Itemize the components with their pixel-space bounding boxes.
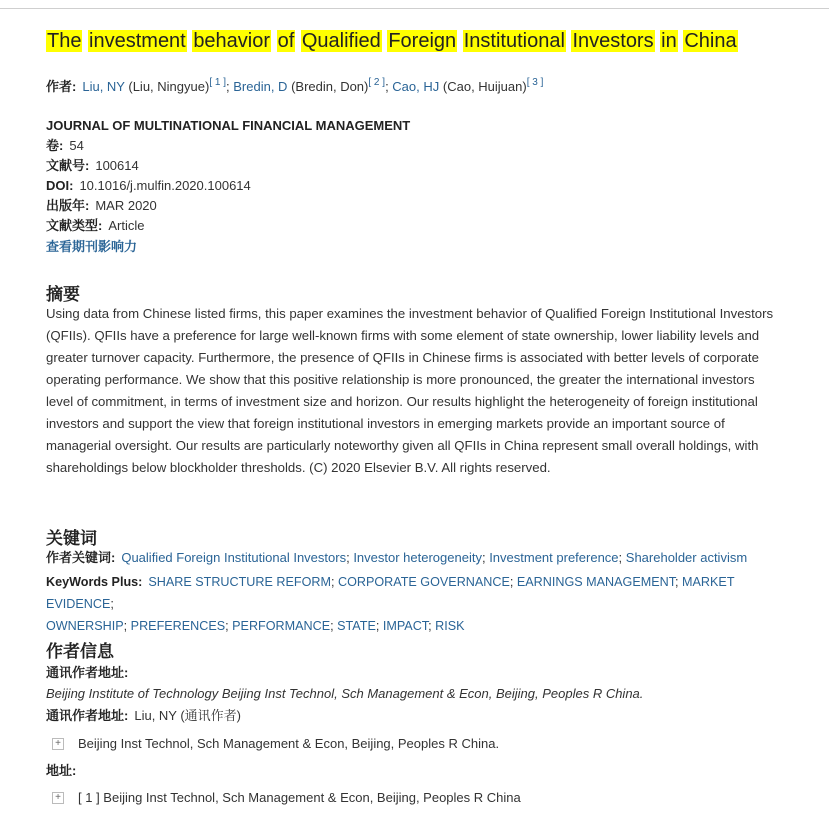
keyword-plus[interactable]: MARKET EVIDENCE — [46, 575, 735, 611]
corr-author-row — [46, 707, 241, 725]
pub-year-label: 出版年: — [46, 198, 90, 213]
author-link[interactable]: Cao, HJ — [392, 79, 440, 94]
corr-address-label: 通讯作者地址: — [46, 665, 129, 680]
expand-plus-icon[interactable]: + — [52, 792, 64, 804]
author-fullname: (Liu, Ningyue) — [128, 79, 210, 94]
doi-label: DOI: — [46, 178, 74, 193]
author-ref[interactable]: [ 2 ] — [368, 77, 386, 88]
author-fullname: (Cao, Huijuan) — [442, 79, 527, 94]
address-1-text: [ 1 ] Beijing Inst Technol, Sch Management & Econ, Beijing, Peoples R China — [78, 790, 521, 805]
expand-plus-icon[interactable]: + — [52, 738, 64, 750]
keyword-plus[interactable]: PREFERENCES — [130, 619, 226, 633]
author-info-heading: 作者信息 — [46, 642, 114, 661]
pub-year-value: MAR 2020 — [95, 198, 157, 213]
author-keyword[interactable]: Investor heterogeneity — [353, 550, 482, 565]
author-keyword[interactable]: Investment preference — [489, 550, 619, 565]
keyword-plus[interactable]: STATE — [337, 619, 376, 633]
author-fullname: (Bredin, Don) — [291, 79, 369, 94]
doc-type-row — [46, 217, 144, 235]
abstract-text: Using data from Chinese listed firms, this paper examines the investment behavior of Qualified Foreign Institutional Investors (QFIIs). QFIIs have a preference for large well-known firms with some element of state ownership, lower liability levels and greater turnover capacity. Furthermore, the presence of QFIIs in Chinese firms is associated with better levels of corporate operating performance. We show that this positive relationship is more pronounced, the greater the international investors level of commitment, in terms of investment size and horizon. Our results highlight the heterogeneity of foreign institutional investors and support the view that foreign institutional investors in emerging markets provide an important source of managerial oversight. Our results are particularly noteworthy given all QFIIs in China represent small overall holdings, with shareholdings below blockholder thresholds. (C) 2020 Elsevier B.V. All rights reserved. — [46, 306, 774, 475]
keywords-heading: 关键词 — [46, 529, 97, 548]
keyword-plus[interactable]: PERFORMANCE — [232, 619, 331, 633]
keyword-plus[interactable]: IMPACT — [382, 619, 429, 633]
journal-name: JOURNAL OF MULTINATIONAL FINANCIAL MANAGEMENT — [46, 118, 411, 133]
title-word: Investors — [572, 30, 654, 52]
keyword-plus[interactable]: OWNERSHIP — [46, 619, 124, 633]
author-ref[interactable]: [ 3 ] — [526, 77, 544, 88]
title-word: Institutional — [463, 30, 565, 52]
corr-address-expand-row[interactable] — [52, 736, 499, 751]
keyword-plus[interactable]: RISK — [435, 619, 465, 633]
keyword-plus[interactable]: SHARE STRUCTURE REFORM — [148, 575, 331, 589]
corr-address-label-row — [46, 664, 134, 682]
doi-row — [46, 177, 251, 195]
author-keywords-label: 作者关键词: — [46, 550, 116, 565]
keyword-plus[interactable]: EARNINGS MANAGEMENT — [516, 575, 676, 589]
title-word: China — [684, 30, 737, 52]
authors-label: 作者: — [46, 79, 77, 94]
doc-type-value: Article — [108, 218, 145, 233]
doi-value: 10.1016/j.mulfin.2020.100614 — [79, 178, 251, 193]
volume-row — [46, 137, 84, 155]
journal-impact-link-text[interactable]: 查看期刊影响力 — [46, 239, 138, 254]
keyword-plus[interactable]: CORPORATE GOVERNANCE — [337, 575, 510, 589]
author-ref[interactable]: [ 1 ] — [209, 77, 226, 88]
article-title — [46, 27, 738, 55]
author-link[interactable]: Bredin, D — [233, 79, 288, 94]
authors-line: 作者: Liu, NY (Liu, Ningyue)[ 1 ]; Bredin, D (Bredin, Don)[ 2 ]; Cao, HJ (Cao, Huijuan)[ 3 ] — [46, 77, 544, 94]
article-number-label: 文献号: — [46, 158, 90, 173]
journal-impact-link[interactable] — [46, 238, 137, 256]
corr-address-italic: Beijing Institute of Technology Beijing Inst Technol, Sch Management & Econ, Beijing, Peoples R China. — [46, 686, 644, 701]
corr-address-text: Beijing Inst Technol, Sch Management & Econ, Beijing, Peoples R China. — [78, 736, 500, 751]
title-word: of — [277, 30, 295, 52]
author-keyword[interactable]: Qualified Foreign Institutional Investors — [121, 550, 347, 565]
author-keywords-row: 作者关键词: Qualified Foreign Institutional Investors; Investor heterogeneity; Investment preference; Shareholder activism — [46, 550, 748, 565]
corr-address-label-2: 通讯作者地址: — [46, 708, 129, 723]
address-label: 地址: — [46, 763, 77, 778]
address-label-row — [46, 762, 82, 780]
keywords-plus-row: KeyWords Plus: SHARE STRUCTURE REFORM; CORPORATE GOVERNANCE; EARNINGS MANAGEMENT; MARKET EVIDENCE; OWNERSHIP; PREFERENCES; PERFORMANCE; STATE; IMPACT; RISK — [46, 575, 735, 633]
title-word: investment — [89, 30, 186, 52]
doc-type-label: 文献类型: — [46, 218, 103, 233]
article-number-row — [46, 157, 139, 175]
pub-year-row — [46, 197, 157, 215]
address-1-expand-row[interactable] — [52, 790, 521, 805]
title-word: The — [47, 30, 82, 52]
abstract-heading: 摘要 — [46, 285, 80, 304]
volume-label: 卷: — [46, 138, 64, 153]
article-number-value: 100614 — [95, 158, 139, 173]
top-divider — [0, 8, 829, 9]
keywords-plus-label: KeyWords Plus: — [46, 575, 143, 589]
author-keyword[interactable]: Shareholder activism — [625, 550, 748, 565]
title-word: in — [661, 30, 677, 52]
title-word: Foreign — [388, 30, 457, 52]
volume-value: 54 — [69, 138, 84, 153]
author-link[interactable]: Liu, NY — [82, 79, 125, 94]
title-word: behavior — [193, 30, 271, 52]
corr-author-name: Liu, NY (通讯作者) — [134, 708, 242, 723]
title-word: Qualified — [301, 30, 381, 52]
